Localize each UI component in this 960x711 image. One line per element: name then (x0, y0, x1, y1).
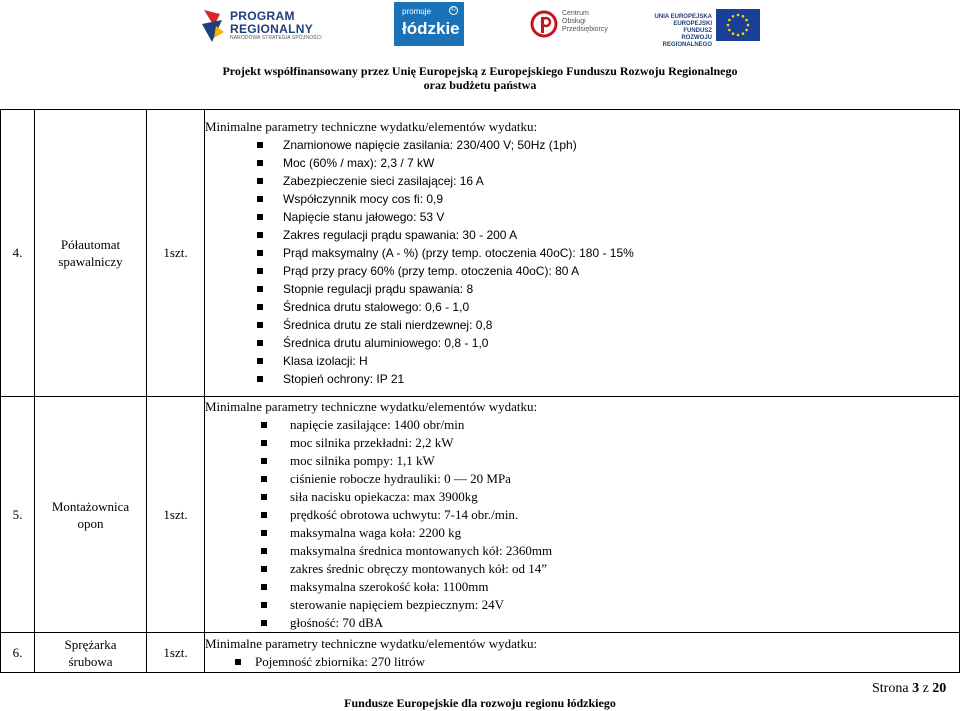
ue-line3: ROZWOJU REGIONALNEGO (662, 35, 712, 48)
list-item: siła nacisku opiekacza: max 3900kg (205, 488, 959, 506)
row-number: 6. (1, 633, 35, 673)
list-item: Średnica drutu aluminiowego: 0,8 - 1,0 (205, 334, 959, 352)
list-item: maksymalna średnica montowanych kół: 2360mm (205, 542, 959, 560)
logo-bar (0, 0, 960, 62)
list-item: moc silnika przekładni: 2,2 kW (205, 434, 959, 452)
list-item: Moc (60% / max): 2,3 / 7 kW (205, 154, 959, 172)
header-line2: oraz budżetu państwa (423, 78, 537, 92)
list-item: Średnica drutu ze stali nierdzewnej: 0,8 (205, 316, 959, 334)
project-funding-header (0, 64, 960, 92)
cop-line2: Obsługi (562, 18, 586, 25)
spec-heading: Minimalne parametry techniczne wydatku/elementów wydatku: (205, 635, 538, 651)
table-row (1, 397, 960, 633)
program-flag-icon (200, 6, 226, 44)
list-item: Pojemność zbiornika: 270 litrów (205, 653, 959, 671)
list-item: Zakres regulacji prądu spawania: 30 - 200 A (205, 226, 959, 244)
copyright-icon: © (449, 6, 458, 15)
specification-table (0, 109, 960, 673)
item-quantity: 1szt. (147, 110, 205, 397)
program-line2: REGIONALNY (230, 22, 314, 36)
cop-line3: Przedsiębiorcy (562, 26, 608, 33)
list-item: Stopnie regulacji prądu spawania: 8 (205, 280, 959, 298)
eu-flag-icon (716, 9, 760, 41)
list-item: moc silnika pompy: 1,1 kW (205, 452, 959, 470)
page-total: 20 (932, 681, 947, 696)
list-item: zakres średnic obręczy montowanych kół: od 14” (205, 560, 959, 578)
unia-europejska-logo (646, 4, 764, 46)
item-specification (205, 633, 960, 673)
list-item: prędkość obrotowa uchwytu: 7-14 obr./min. (205, 506, 959, 524)
list-item: Prąd przy pracy 60% (przy temp. otoczenia 40oC): 80 A (205, 262, 959, 280)
table-row (1, 110, 960, 397)
item-quantity: 1szt. (147, 633, 205, 673)
program-line1: PROGRAM (230, 9, 295, 23)
list-item: Stopień ochrony: IP 21 (205, 370, 959, 388)
list-item: sterowanie napięciem bezpiecznym: 24V (205, 596, 959, 614)
list-item: Zabezpieczenie sieci zasilającej: 16 A (205, 172, 959, 190)
program-regionalny-logo (196, 4, 322, 46)
table-row (1, 633, 960, 673)
spec-heading: Minimalne parametry techniczne wydatku/elementów wydatku: (205, 398, 538, 414)
spec-list (205, 136, 959, 388)
lodzkie-line1: promuje (402, 7, 431, 16)
spec-list (205, 416, 959, 632)
list-item: głośność: 70 dBA (205, 614, 959, 632)
item-name-line2: śrubowa (68, 653, 113, 669)
footer-text: Fundusze Europejskie dla rozwoju regionu łódzkiego (344, 696, 616, 710)
list-item: Znamionowe napięcie zasilania: 230/400 V; 50Hz (1ph) (205, 136, 959, 154)
program-line3: NARODOWA STRATEGIA SPÓJNOŚCI (230, 35, 322, 41)
list-item: Prąd maksymalny (A - %) (przy temp. otoczenia 40oC): 180 - 15% (205, 244, 959, 262)
item-name (35, 110, 147, 397)
list-item: Klasa izolacji: H (205, 352, 959, 370)
item-name-line1: Sprężarka (64, 636, 117, 652)
lodzkie-line2: łódzkie (402, 19, 460, 38)
list-item: Współczynnik mocy cos fi: 0,9 (205, 190, 959, 208)
page-number (872, 681, 946, 697)
spec-heading: Minimalne parametry techniczne wydatku/elementów wydatku: (205, 119, 538, 134)
list-item: maksymalna szerokość koła: 1100mm (205, 578, 959, 596)
item-specification (205, 110, 960, 397)
row-number: 5. (1, 397, 35, 633)
item-name (35, 397, 147, 633)
cop-mark-icon (530, 10, 558, 38)
cop-line1: Centrum (562, 10, 589, 17)
centrum-obslugi-logo (528, 4, 608, 46)
ue-line2: EUROPEJSKI FUNDUSZ (673, 21, 712, 34)
page-label: Strona (872, 681, 909, 696)
list-item: Napięcie stanu jałowego: 53 V (205, 208, 959, 226)
page-current: 3 (912, 681, 920, 696)
item-name-line1: Montażownica (51, 498, 130, 514)
promuje-lodzkie-logo (394, 2, 464, 46)
spec-list (205, 653, 959, 671)
item-name-line1: Półautomat (60, 237, 121, 252)
item-name-line2: spawalniczy (58, 254, 123, 269)
item-name-line2: opon (77, 515, 104, 531)
item-specification (205, 397, 960, 633)
list-item: Średnica drutu stalowego: 0,6 - 1,0 (205, 298, 959, 316)
item-name (35, 633, 147, 673)
page-of: z (922, 681, 929, 696)
list-item: maksymalna waga koła: 2200 kg (205, 524, 959, 542)
header-line1: Projekt współfinansowany przez Unię Europejską z Europejskiego Funduszu Rozwoju Regionalnego (222, 64, 738, 78)
row-number: 4. (1, 110, 35, 397)
ue-line1: UNIA EUROPEJSKA (654, 14, 712, 20)
item-quantity: 1szt. (147, 397, 205, 633)
list-item: napięcie zasilające: 1400 obr/min (205, 416, 959, 434)
list-item: ciśnienie robocze hydrauliki: 0 — 20 MPa (205, 470, 959, 488)
